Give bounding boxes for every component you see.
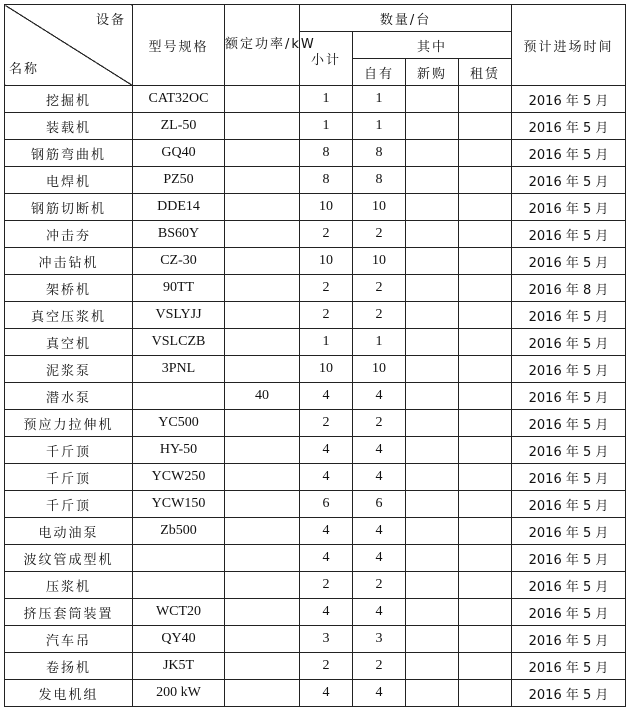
equipment-name-cell: 发电机组 xyxy=(5,680,133,707)
entry-date-cell: 2016 年 5 月 xyxy=(512,221,626,248)
table-row xyxy=(5,410,626,437)
equipment-name-cell: 真空压浆机 xyxy=(5,302,133,329)
model-cell xyxy=(133,383,225,410)
table-row xyxy=(5,599,626,626)
power-cell: 40 xyxy=(225,383,300,410)
lease-header: 租赁 xyxy=(459,59,512,86)
new-buy-cell xyxy=(406,194,459,221)
power-cell xyxy=(225,545,300,572)
subtotal-cell: 3 xyxy=(300,626,353,653)
equipment-name-cell: 卷扬机 xyxy=(5,653,133,680)
entry-date-cell: 2016 年 5 月 xyxy=(512,437,626,464)
subtotal-cell: 4 xyxy=(300,437,353,464)
entry-date-cell: 2016 年 5 月 xyxy=(512,626,626,653)
corner-header-cell xyxy=(5,5,133,86)
new-buy-cell xyxy=(406,518,459,545)
equipment-name-cell: 装载机 xyxy=(5,113,133,140)
subtotal-cell: 4 xyxy=(300,383,353,410)
equipment-name-cell: 预应力拉伸机 xyxy=(5,410,133,437)
equipment-name-cell: 泥浆泵 xyxy=(5,356,133,383)
model-cell: WCT20 xyxy=(133,599,225,626)
equipment-name-cell: 压浆机 xyxy=(5,572,133,599)
new-buy-cell xyxy=(406,545,459,572)
table-row xyxy=(5,113,626,140)
entry-date-cell: 2016 年 5 月 xyxy=(512,680,626,707)
lease-cell xyxy=(459,383,512,410)
lease-cell xyxy=(459,275,512,302)
new-buy-cell xyxy=(406,221,459,248)
lease-cell xyxy=(459,518,512,545)
subtotal-cell: 1 xyxy=(300,113,353,140)
own-cell: 8 xyxy=(353,140,406,167)
subtotal-cell: 2 xyxy=(300,410,353,437)
subtotal-cell: 10 xyxy=(300,248,353,275)
equipment-name-cell: 千斤顶 xyxy=(5,491,133,518)
equipment-name-cell: 冲击钻机 xyxy=(5,248,133,275)
lease-cell xyxy=(459,113,512,140)
table-row xyxy=(5,356,626,383)
model-cell: QY40 xyxy=(133,626,225,653)
power-cell xyxy=(225,410,300,437)
subtotal-cell: 4 xyxy=(300,599,353,626)
new-buy-cell xyxy=(406,464,459,491)
lease-cell xyxy=(459,572,512,599)
corner-header-bottom: 名称 xyxy=(9,62,40,77)
subtotal-cell: 2 xyxy=(300,572,353,599)
new-buy-cell xyxy=(406,599,459,626)
model-header: 型号规格 xyxy=(133,5,225,86)
new-buy-cell xyxy=(406,383,459,410)
new-buy-cell xyxy=(406,302,459,329)
power-cell xyxy=(225,221,300,248)
table-row xyxy=(5,680,626,707)
entry-date-cell: 2016 年 5 月 xyxy=(512,518,626,545)
lease-cell xyxy=(459,410,512,437)
entry-time-header: 预计进场时间 xyxy=(512,5,626,86)
table-row xyxy=(5,464,626,491)
subtotal-cell: 2 xyxy=(300,221,353,248)
table-row xyxy=(5,329,626,356)
subtotal-cell: 1 xyxy=(300,86,353,113)
new-buy-cell xyxy=(406,275,459,302)
new-buy-cell xyxy=(406,86,459,113)
entry-date-cell: 2016 年 5 月 xyxy=(512,572,626,599)
power-cell xyxy=(225,437,300,464)
subtotal-cell: 4 xyxy=(300,545,353,572)
power-cell xyxy=(225,356,300,383)
power-cell xyxy=(225,167,300,194)
equipment-name-cell: 电焊机 xyxy=(5,167,133,194)
new-buy-cell xyxy=(406,356,459,383)
lease-cell xyxy=(459,599,512,626)
own-cell: 1 xyxy=(353,329,406,356)
model-cell: VSLYJJ xyxy=(133,302,225,329)
lease-cell xyxy=(459,140,512,167)
power-cell xyxy=(225,275,300,302)
own-cell: 2 xyxy=(353,410,406,437)
power-cell xyxy=(225,464,300,491)
new-buy-cell xyxy=(406,491,459,518)
own-cell: 10 xyxy=(353,356,406,383)
entry-date-cell: 2016 年 5 月 xyxy=(512,356,626,383)
model-cell: BS60Y xyxy=(133,221,225,248)
table-row xyxy=(5,653,626,680)
power-cell xyxy=(225,491,300,518)
lease-cell xyxy=(459,437,512,464)
own-cell: 3 xyxy=(353,626,406,653)
power-cell xyxy=(225,572,300,599)
equipment-name-cell: 千斤顶 xyxy=(5,464,133,491)
entry-date-cell: 2016 年 5 月 xyxy=(512,545,626,572)
new-buy-cell xyxy=(406,437,459,464)
lease-cell xyxy=(459,356,512,383)
entry-date-cell: 2016 年 5 月 xyxy=(512,410,626,437)
entry-date-cell: 2016 年 5 月 xyxy=(512,302,626,329)
model-cell: YCW250 xyxy=(133,464,225,491)
power-cell xyxy=(225,680,300,707)
own-cell: 10 xyxy=(353,194,406,221)
equipment-name-cell: 汽车吊 xyxy=(5,626,133,653)
own-cell: 1 xyxy=(353,86,406,113)
equipment-name-cell: 潜水泵 xyxy=(5,383,133,410)
table-row xyxy=(5,545,626,572)
power-cell xyxy=(225,302,300,329)
lease-cell xyxy=(459,194,512,221)
own-cell: 10 xyxy=(353,248,406,275)
entry-date-cell: 2016 年 5 月 xyxy=(512,86,626,113)
lease-cell xyxy=(459,221,512,248)
header-row-1 xyxy=(5,5,626,32)
table-row xyxy=(5,518,626,545)
new-buy-cell xyxy=(406,329,459,356)
table-row xyxy=(5,275,626,302)
model-cell xyxy=(133,545,225,572)
entry-date-cell: 2016 年 5 月 xyxy=(512,383,626,410)
entry-date-cell: 2016 年 5 月 xyxy=(512,140,626,167)
model-cell: YC500 xyxy=(133,410,225,437)
power-cell xyxy=(225,653,300,680)
own-cell: 1 xyxy=(353,113,406,140)
model-cell: GQ40 xyxy=(133,140,225,167)
lease-cell xyxy=(459,491,512,518)
new-buy-cell xyxy=(406,113,459,140)
entry-date-cell: 2016 年 5 月 xyxy=(512,464,626,491)
among-header: 其中 xyxy=(353,32,512,59)
new-buy-cell xyxy=(406,248,459,275)
own-cell: 4 xyxy=(353,599,406,626)
quantity-header: 数量/台 xyxy=(300,5,512,32)
power-header: 额定功率/kW xyxy=(225,5,300,86)
entry-date-cell: 2016 年 5 月 xyxy=(512,248,626,275)
subtotal-cell: 10 xyxy=(300,356,353,383)
lease-cell xyxy=(459,626,512,653)
own-cell: 6 xyxy=(353,491,406,518)
lease-cell xyxy=(459,302,512,329)
corner-header-top: 设备 xyxy=(95,13,126,28)
own-cell: 2 xyxy=(353,572,406,599)
power-cell xyxy=(225,113,300,140)
own-cell: 4 xyxy=(353,464,406,491)
subtotal-cell: 2 xyxy=(300,275,353,302)
table-row xyxy=(5,221,626,248)
new-buy-cell xyxy=(406,410,459,437)
table-row xyxy=(5,302,626,329)
table-row xyxy=(5,572,626,599)
equipment-name-cell: 挤压套筒装置 xyxy=(5,599,133,626)
model-cell xyxy=(133,572,225,599)
table-row xyxy=(5,383,626,410)
own-cell: 4 xyxy=(353,680,406,707)
power-cell xyxy=(225,86,300,113)
table-row xyxy=(5,437,626,464)
model-cell: PZ50 xyxy=(133,167,225,194)
power-cell xyxy=(225,626,300,653)
table-row xyxy=(5,140,626,167)
power-cell xyxy=(225,329,300,356)
new-buy-cell xyxy=(406,572,459,599)
new-buy-cell xyxy=(406,167,459,194)
lease-cell xyxy=(459,167,512,194)
power-cell xyxy=(225,248,300,275)
subtotal-cell: 6 xyxy=(300,491,353,518)
table-row xyxy=(5,626,626,653)
subtotal-cell: 1 xyxy=(300,329,353,356)
equipment-name-cell: 电动油泵 xyxy=(5,518,133,545)
power-cell xyxy=(225,194,300,221)
power-cell xyxy=(225,518,300,545)
entry-date-cell: 2016 年 5 月 xyxy=(512,491,626,518)
own-cell: 2 xyxy=(353,275,406,302)
equipment-name-cell: 挖掘机 xyxy=(5,86,133,113)
equipment-name-cell: 钢筋切断机 xyxy=(5,194,133,221)
model-cell: 200 kW xyxy=(133,680,225,707)
own-cell: 2 xyxy=(353,302,406,329)
lease-cell xyxy=(459,680,512,707)
lease-cell xyxy=(459,329,512,356)
lease-cell xyxy=(459,248,512,275)
equipment-name-cell: 波纹管成型机 xyxy=(5,545,133,572)
subtotal-cell: 2 xyxy=(300,302,353,329)
model-cell: DDE14 xyxy=(133,194,225,221)
own-cell: 4 xyxy=(353,545,406,572)
power-cell xyxy=(225,599,300,626)
model-cell: 3PNL xyxy=(133,356,225,383)
own-cell: 4 xyxy=(353,437,406,464)
equipment-name-cell: 架桥机 xyxy=(5,275,133,302)
subtotal-cell: 4 xyxy=(300,680,353,707)
equipment-name-cell: 冲击夯 xyxy=(5,221,133,248)
model-cell: CAT32OC xyxy=(133,86,225,113)
subtotal-header: 小计 xyxy=(300,32,353,86)
model-cell: JK5T xyxy=(133,653,225,680)
table-row xyxy=(5,194,626,221)
model-cell: ZL-50 xyxy=(133,113,225,140)
own-cell: 2 xyxy=(353,653,406,680)
new-buy-header: 新购 xyxy=(406,59,459,86)
new-buy-cell xyxy=(406,626,459,653)
model-cell: VSLCZB xyxy=(133,329,225,356)
table-row xyxy=(5,167,626,194)
table-row xyxy=(5,248,626,275)
subtotal-cell: 8 xyxy=(300,140,353,167)
table-row xyxy=(5,491,626,518)
model-cell: HY-50 xyxy=(133,437,225,464)
entry-date-cell: 2016 年 5 月 xyxy=(512,194,626,221)
entry-date-cell: 2016 年 5 月 xyxy=(512,167,626,194)
equipment-table xyxy=(4,4,626,707)
model-cell: CZ-30 xyxy=(133,248,225,275)
model-cell: YCW150 xyxy=(133,491,225,518)
subtotal-cell: 8 xyxy=(300,167,353,194)
equipment-name-cell: 真空机 xyxy=(5,329,133,356)
own-cell: 2 xyxy=(353,221,406,248)
new-buy-cell xyxy=(406,680,459,707)
lease-cell xyxy=(459,464,512,491)
equipment-name-cell: 千斤顶 xyxy=(5,437,133,464)
own-cell: 4 xyxy=(353,518,406,545)
entry-date-cell: 2016 年 5 月 xyxy=(512,653,626,680)
model-cell: Zb500 xyxy=(133,518,225,545)
new-buy-cell xyxy=(406,653,459,680)
subtotal-cell: 2 xyxy=(300,653,353,680)
own-header: 自有 xyxy=(353,59,406,86)
lease-cell xyxy=(459,545,512,572)
subtotal-cell: 4 xyxy=(300,464,353,491)
power-cell xyxy=(225,140,300,167)
own-cell: 8 xyxy=(353,167,406,194)
entry-date-cell: 2016 年 8 月 xyxy=(512,275,626,302)
entry-date-cell: 2016 年 5 月 xyxy=(512,113,626,140)
lease-cell xyxy=(459,86,512,113)
model-cell: 90TT xyxy=(133,275,225,302)
entry-date-cell: 2016 年 5 月 xyxy=(512,599,626,626)
table-row xyxy=(5,86,626,113)
lease-cell xyxy=(459,653,512,680)
new-buy-cell xyxy=(406,140,459,167)
entry-date-cell: 2016 年 5 月 xyxy=(512,329,626,356)
subtotal-cell: 4 xyxy=(300,518,353,545)
subtotal-cell: 10 xyxy=(300,194,353,221)
own-cell: 4 xyxy=(353,383,406,410)
equipment-name-cell: 钢筋弯曲机 xyxy=(5,140,133,167)
